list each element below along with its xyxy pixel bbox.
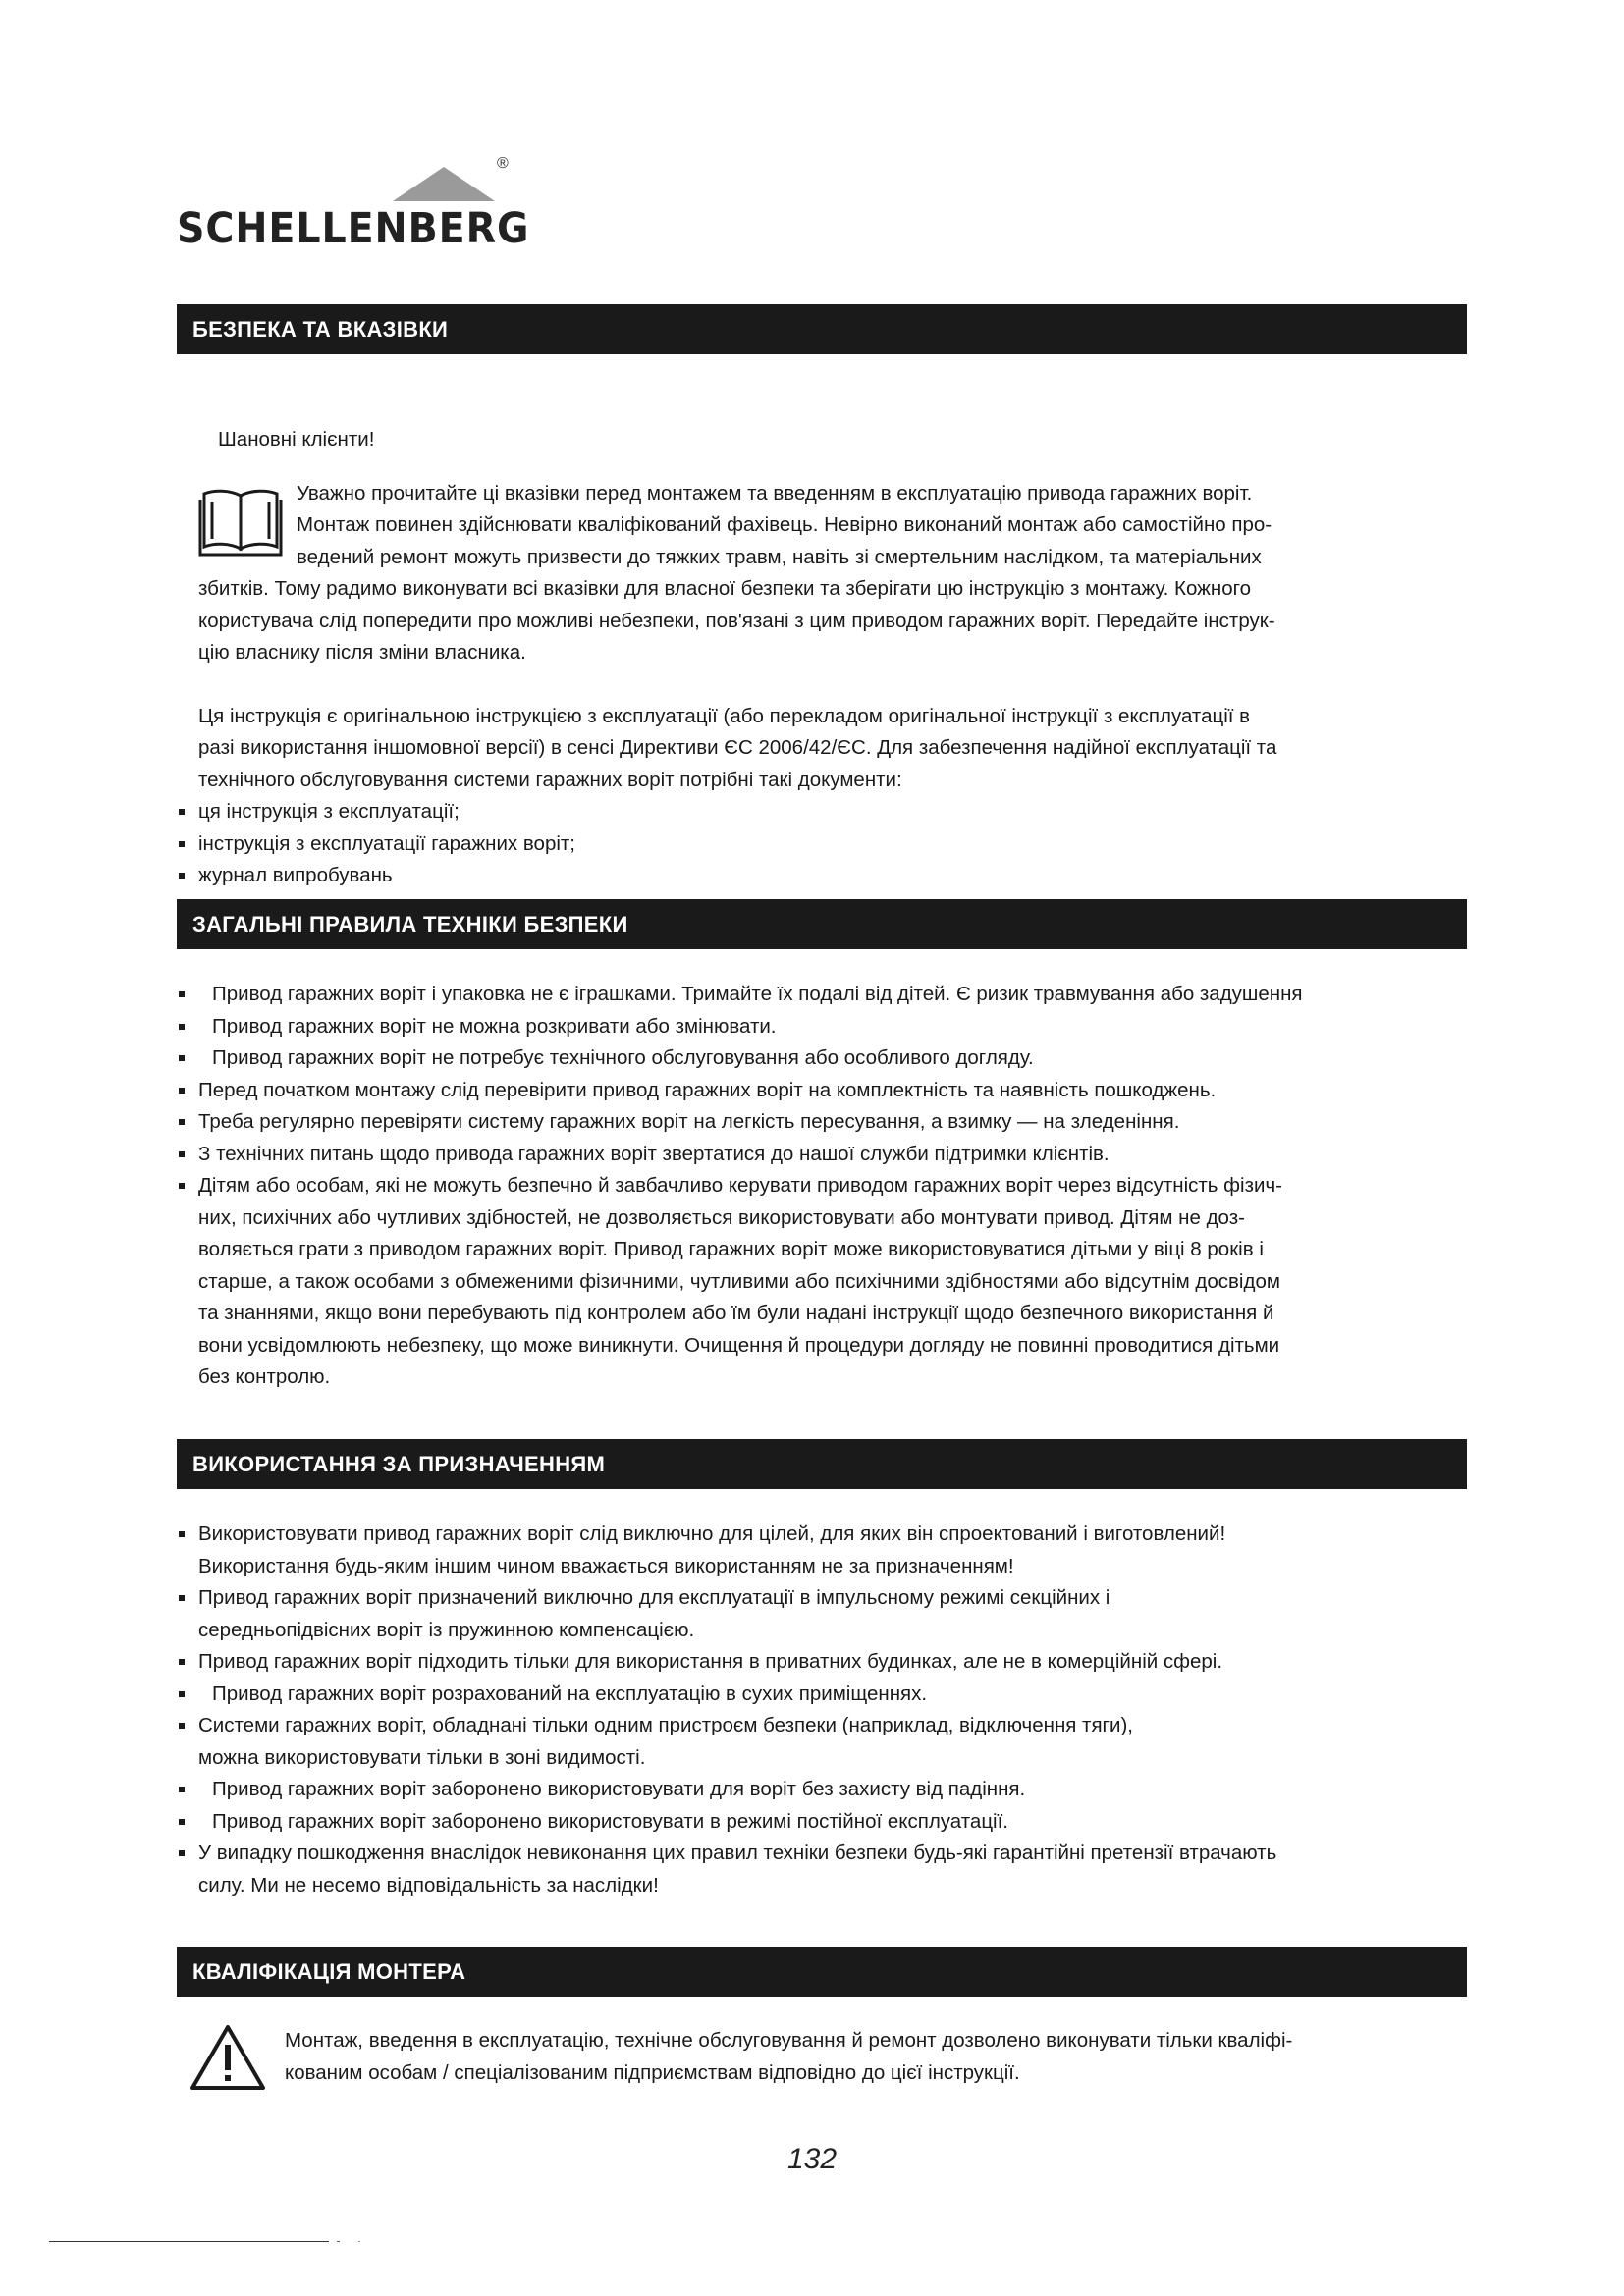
list-item: Привод гаражних воріт призначений виключно для експлуатації в імпульсному режимі секційних і середньопідвісних воріт із пружинною компенсацією. [177, 1582, 1467, 1646]
page-number: 132 [786, 2143, 838, 2175]
footer-rule [49, 2241, 329, 2242]
greeting: Шановні клієнти! [218, 428, 375, 451]
qualification-line: кованим особам / спеціалізованим підприємствам відповідно до цієї інструкції. [285, 2060, 1020, 2084]
section-title: ВИКОРИСТАННЯ ЗА ПРИЗНАЧЕННЯМ [177, 1439, 1467, 1489]
section-title: КВАЛІФІКАЦІЯ МОНТЕРА [177, 1947, 1467, 1997]
list-item: Системи гаражних воріт, обладнані тільки одним пристроєм безпеки (наприклад, відключення тяги), можна використовувати тільки в зоні видимості. [177, 1710, 1467, 1774]
intro-line: Уважно прочитайте ці вказівки перед монтажем та введенням в експлуатацію привода гаражних воріт. [297, 481, 1253, 505]
intro-line: користувача слід попередити про можливі небезпеки, пов'язані з цим приводом гаражних воріт. Передайте інструк- [198, 609, 1275, 632]
registered-mark: ® [497, 155, 509, 172]
list-item: У випадку пошкодження внаслідок невиконання цих правил техніки безпеки будь-які гарантійні претензії втрачають силу. Ми не несемо відповідальність за наслідки! [177, 1838, 1467, 1901]
list-item: ця інструкція з експлуатації; [177, 796, 1467, 828]
doc-line: технічного обслуговування системи гаражних воріт потрібні такі документи: [198, 768, 902, 791]
safety-list [177, 949, 1467, 1394]
list-item: журнал випробувань [177, 860, 1467, 892]
section-title: БЕЗПЕКА ТА ВКАЗІВКИ [177, 304, 1467, 354]
footer-dot [358, 2241, 360, 2242]
list-item: Перед початком монтажу слід перевірити привод гаражних воріт на комплектність та наявність пошкоджень. [177, 1075, 1467, 1107]
intro-line: цію власнику після зміни власника. [198, 641, 526, 664]
list-item: Треба регулярно перевіряти систему гаражних воріт на легкість пересування, а взимку — на зледеніння. [177, 1106, 1467, 1139]
brand-name: SCHELLENBERG [177, 204, 530, 253]
section-installer-qualification [177, 1947, 1467, 2089]
section-body [177, 354, 1467, 456]
list-item: Привод гаражних воріт не можна розкривати або змінювати. [177, 1011, 1467, 1043]
logo-roof-icon [177, 157, 511, 206]
section-general-safety [177, 899, 1467, 1394]
intro-line: ведений ремонт можуть призвести до тяжких травм, навіть зі смертельним наслідком, та матеріальних [297, 545, 1262, 568]
section-title: ЗАГАЛЬНІ ПРАВИЛА ТЕХНІКИ БЕЗПЕКИ [177, 899, 1467, 949]
intro-line: збитків. Тому радимо виконувати всі вказівки для власної безпеки та зберігати цю інструкцію з монтажу. Кожного [198, 577, 1252, 600]
footer-dot [337, 2241, 340, 2242]
documents-paragraph [177, 669, 1467, 797]
intro-line: Монтаж повинен здійснювати кваліфікований фахівець. Невірно виконаний монтаж або самостійно про- [297, 513, 1272, 536]
list-item: Привод гаражних воріт заборонено використовувати в режимі постійної експлуатації. [177, 1806, 1467, 1839]
list-item: З технічних питань щодо привода гаражних воріт звертатися до нашої служби підтримки клієнтів. [177, 1139, 1467, 1171]
section-intended-use [177, 1439, 1467, 1901]
book-icon [198, 482, 283, 557]
list-item: Привод гаражних воріт розрахований на експлуатацію в сухих приміщеннях. [177, 1679, 1467, 1711]
doc-line: разі використання іншомовної версії) в сенсі Директиви ЄС 2006/42/ЄС. Для забезпечення надійної експлуатації та [198, 736, 1277, 759]
list-item: Використовувати привод гаражних воріт слід виключно для цілей, для яких він спроектований і виготовлений! Використання будь-яким іншим чином вважається використанням не за призначенням! [177, 1519, 1467, 1582]
logo [177, 155, 530, 253]
intro-paragraph [177, 456, 1467, 669]
list-item: Привод гаражних воріт заборонено використовувати для воріт без захисту від падіння. [177, 1774, 1467, 1806]
qualification-line: Монтаж, введення в експлуатацію, технічне обслуговування й ремонт дозволено виконувати тільки кваліфі- [285, 2029, 1293, 2052]
warning-triangle-icon [189, 2021, 267, 2092]
qualification-paragraph [177, 1997, 1467, 2089]
documents-list [177, 796, 1467, 892]
list-item: інструкція з експлуатації гаражних воріт; [177, 828, 1467, 861]
list-item: Привод гаражних воріт не потребує технічного обслуговування або особливого догляду. [177, 1042, 1467, 1075]
section-safety [177, 304, 1467, 892]
list-item: Привод гаражних воріт підходить тільки для використання в приватних будинках, але не в комерційній сфері. [177, 1646, 1467, 1679]
usage-list [177, 1489, 1467, 1901]
list-item: Дітям або особам, які не можуть безпечно й завбачливо керувати приводом гаражних воріт через відсутність фізич- них, психічних або чутливих здібностей, не дозволяється використовувати або монтувати привод. Дітям не доз- воляється грати з приводом гаражних воріт. Привод гаражних воріт може використовуватися дітьми у віці 8 років і старше, а також особами з обмеженими фізичними, чутливими або психічними здібностями або відсутнім досвідом та знаннями, якщо вони перебувають під контролем або їм були надані інструкції щодо безпечного використання й вони усвідомлюють небезпеку, що може виникнути. Очищення й процедури догляду не повинні проводитися дітьми без контролю. [177, 1170, 1467, 1394]
list-item: Привод гаражних воріт і упаковка не є іграшками. Тримайте їх подалі від дітей. Є ризик травмування або задушення [177, 979, 1467, 1011]
doc-line: Ця інструкція є оригінальною інструкцією з експлуатації (або перекладом оригінальної інструкції з експлуатації в [198, 704, 1251, 727]
